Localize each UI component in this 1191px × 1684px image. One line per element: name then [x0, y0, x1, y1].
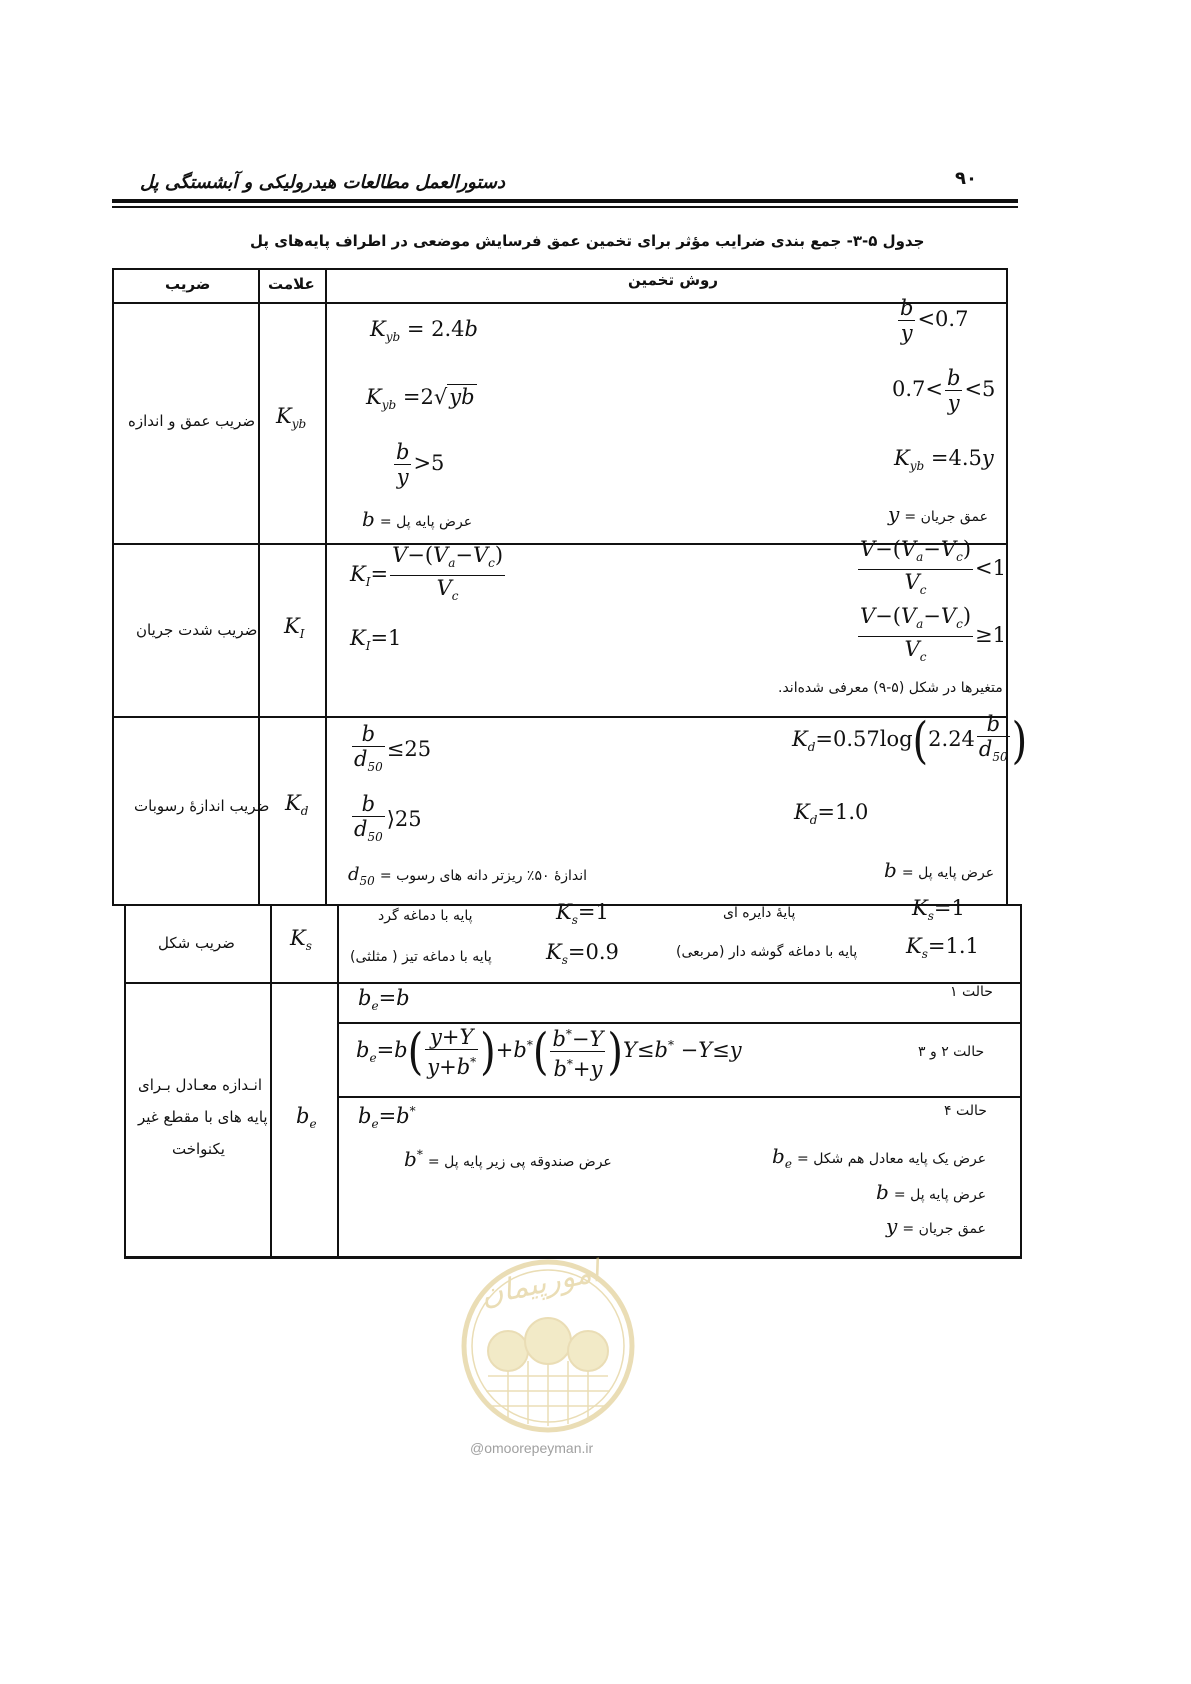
kd-condition-2: $\frac{b}{d_{50}}$ ⟩25: [354, 792, 422, 844]
kyb-formula-1: $K_{yb} = 2.4b$: [370, 317, 478, 344]
row-kd-symbol: $K_d$: [285, 791, 309, 818]
kd-def-b: b = عرض پایه پل: [884, 858, 995, 882]
col-header-coef: ضریب: [165, 275, 211, 293]
row-be-name-line3: یکنواخت: [172, 1140, 225, 1158]
row-ki-name: ضریب شدت جریان: [136, 621, 258, 639]
header-rule-thin: [112, 206, 1018, 208]
be-formula-1: $b_e=b$: [358, 986, 410, 1013]
ki-formula-2: $K_I=1$: [350, 626, 402, 653]
row-kyb-name: ضریب عمق و اندازه: [128, 412, 256, 430]
be-case-1: حالت ۱: [950, 984, 993, 1000]
row-ki-symbol: $K_I$: [284, 614, 305, 641]
row-ks-symbol: $K_s$: [290, 926, 312, 953]
watermark-logo-text: امورپیمان: [477, 1253, 603, 1314]
ki-note: متغیرها در شکل (۵-۹) معرفی شده‌اند.: [778, 680, 1003, 696]
ks-value-3: $K_s=0.9$: [546, 940, 619, 967]
kyb-condition-2: 0.7< $\frac{b}{y}$ <5: [892, 366, 996, 415]
ks-shape-4: پایه با دماغه گوشه دار (مربعی): [676, 944, 858, 960]
ks-shape-1: پایه با دماغه گرد: [378, 908, 473, 924]
ki-formula-1: $K_I=$ $\frac{V-(V_a-V_c)}{V_c}$: [350, 543, 504, 603]
kyb-def-b: b = عرض پایه پل: [362, 507, 473, 531]
ks-shape-3: پایه با دماغه تیز ( مثلثی): [350, 949, 492, 965]
be-def-be: $b_e$ = عرض یک پایه معادل هم شکل: [772, 1144, 987, 1171]
kyb-condition-1: $\frac{b}{y}$ <0.7: [900, 296, 969, 345]
col-header-symbol: علامت: [268, 275, 315, 293]
ki-condition-1: $\frac{V-(V_a-V_c)}{V_c}$ <1: [860, 537, 1006, 597]
row-be-name-line1: انـدازه معـادل بـرای: [138, 1076, 262, 1094]
be-case-4: حالت ۴: [944, 1103, 987, 1119]
ks-shape-2: پایهٔ دایره ای: [723, 905, 796, 921]
ks-value-4: $K_s=1.1$: [906, 934, 979, 961]
col-header-method: روش تخمین: [628, 271, 718, 289]
kd-condition-1: $\frac{b}{d_{50}}$ ≤25: [354, 722, 432, 774]
kd-formula-1: $K_d=0.57\log(2.24$ $\frac{b}{d_{50}}$ ): [792, 711, 1028, 770]
be-formula-23: $b_e=b$( $\frac{y+Y}{y+b^*}$ )+b*( $\frac{b^*-Y}{b^*+y}$ )Y≤b* −Y≤y: [356, 1022, 742, 1081]
book-title: دستورالعمل مطالعات هیدرولیکی و آبشستگی پل: [140, 172, 506, 193]
row-ks-name: ضریب شکل: [158, 934, 235, 952]
kyb-formula-2: $K_{yb} =2√yb$: [366, 385, 475, 412]
row-kd-name: ضریب اندازهٔ رسوبات: [134, 797, 270, 815]
be-case-23: حالت ۲ و ۳: [918, 1044, 985, 1060]
be-def-y: y = عمق جریان: [886, 1214, 986, 1238]
table-caption: جدول ۵-۳- جمع بندی ضرایب مؤثر برای تخمین عمق فرسایش موضعی در اطراف پایه‌های پل: [250, 232, 925, 250]
kd-def-d50: $d_{50}$ = اندازهٔ ۵۰٪ ریزتر دانه های رسوب: [348, 864, 588, 888]
kyb-condition-3: $\frac{b}{y}$ >5: [396, 440, 445, 489]
page-number: ۹۰: [955, 168, 977, 189]
be-def-bstar: b* = عرض صندوقه پی زیر پایه پل: [404, 1147, 612, 1171]
row-be-name-line2: پایه های با مقطع غیر: [138, 1108, 268, 1126]
be-def-b: b = عرض پایه پل: [876, 1180, 987, 1204]
kyb-formula-3: $K_{yb} =4.5y$: [894, 446, 994, 473]
kd-formula-2: $K_d=1.0$: [794, 800, 869, 827]
ks-value-2: $K_s=1$: [912, 896, 965, 923]
ks-value-1: $K_s=1$: [556, 900, 609, 927]
header-rule-thick: [112, 199, 1018, 203]
watermark-logo: [458, 1253, 638, 1436]
be-formula-4: $b_e=b^*$: [358, 1104, 416, 1131]
watermark-text: @omoorepeyman.ir: [470, 1440, 594, 1456]
row-be-symbol: $b_e$: [296, 1104, 317, 1131]
kyb-def-y: y = عمق جریان: [888, 502, 988, 526]
ki-condition-2: $\frac{V-(V_a-V_c)}{V_c}$ ≥1: [860, 604, 1006, 664]
row-kyb-symbol: $K_{yb}$: [276, 404, 307, 431]
